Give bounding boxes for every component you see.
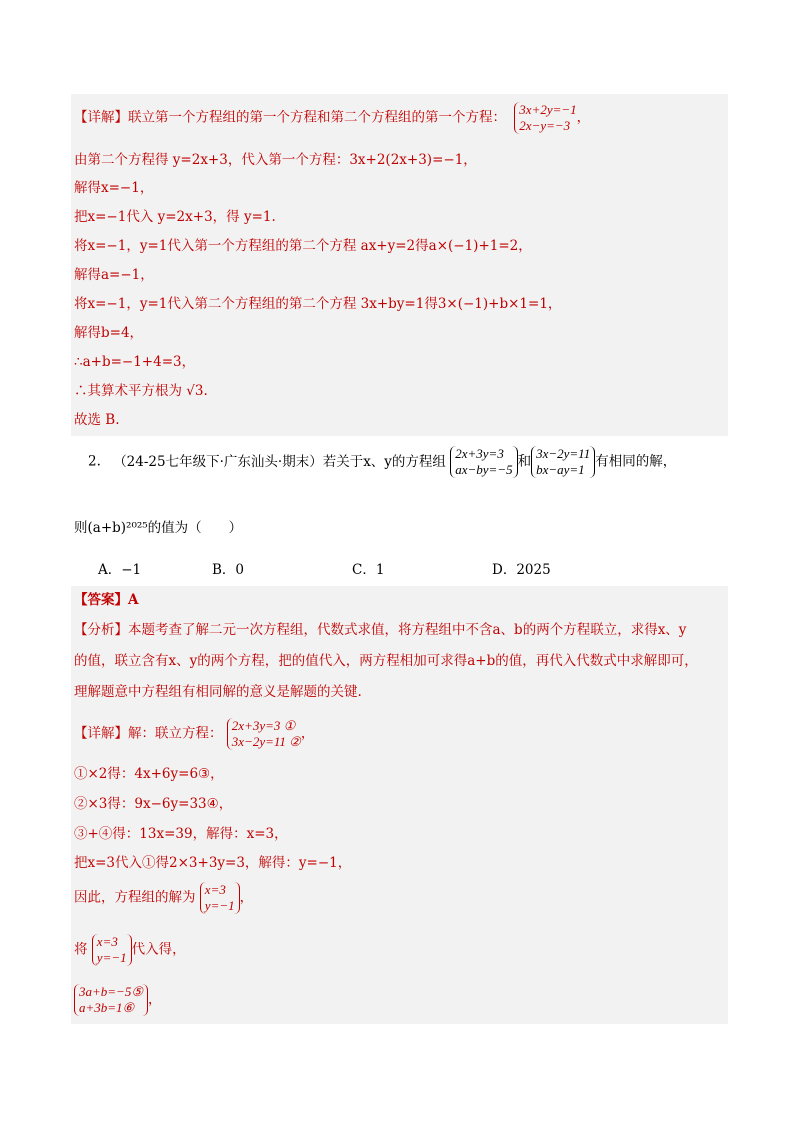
detail1-intro: 【详解】联立第一个方程组的第一个方程和第二个方程组的第一个方程： — [74, 109, 506, 126]
detail1-line-4: 将x=−1，y=1代入第一个方程组的第二个方程 ax+y=2得a×(−1)+1=2， — [74, 238, 532, 254]
question-system-2 — [531, 446, 595, 478]
analysis-line-1: 的值，联立含有x、y的两个方程，把的值代入，两方程相加可求得a+b的值，再代入代数式中求解即可， — [74, 653, 698, 669]
detail1-line-10: 故选 B. — [74, 412, 120, 428]
detail1-line-6: 将x=−1，y=1代入第二个方程组的第二个方程 3x+by=1得3×(−1)+b×1=1， — [74, 296, 562, 312]
q-sys2-eq1: 3x−2y=11 — [536, 446, 591, 461]
solution-line: 因此，方程组的解为 x=3 y=−1 ， — [74, 882, 254, 913]
analysis-line-0: 【分析】本题考查了解二元一次方程组，代数式求值，将方程组中不含a、b的两个方程联立，求得x、y — [74, 622, 687, 638]
sub-suffix: 代入得， — [131, 941, 186, 958]
question-number: 2. — [88, 453, 101, 470]
step-2: ③+④得：13x=39，解得：x=3， — [74, 826, 288, 842]
sub-prefix: 将 — [74, 941, 88, 958]
question-line-1 — [88, 446, 676, 478]
step-0: ①×2得：4x+6y=6③， — [74, 766, 224, 782]
detail1-line-0: 【详解】联立第一个方程组的第一个方程和第二个方程组的第一个方程： 3x+2y=−1 2x−y=−3 ， — [74, 102, 591, 133]
option-d[interactable]: D．2025 — [492, 562, 551, 578]
final-eq1: 3a+b=−5⑤ — [79, 984, 143, 999]
detail1-eq-2: 2x−y=−3 — [519, 118, 571, 133]
q-sys1-eq2: ax−by=−5 — [455, 462, 513, 477]
sol-eq2: y=−1 — [204, 898, 235, 913]
detail2-eq2: 3x−2y=11 ② — [231, 734, 301, 749]
detail1-eq-1: 3x+2y=−1 — [519, 102, 577, 117]
detail1-line-8: ∴a+b=−1+4=3， — [74, 354, 196, 370]
option-c[interactable]: C．1 — [352, 562, 385, 578]
sol-eq1: x=3 — [204, 882, 226, 897]
sub-eq1: x=3 — [96, 934, 118, 949]
detail1-line-5: 解得a=−1， — [74, 267, 154, 283]
detail2-line: 【详解】解：联立方程： 2x+3y=3 ① 3x−2y=11 ②， — [74, 718, 315, 749]
detail1-system — [514, 102, 576, 134]
q-sys1-eq1: 2x+3y=3 — [455, 446, 504, 461]
solution-system — [200, 882, 240, 914]
final-system-line: 3a+b=−5⑤ a+3b=1⑥ ， — [74, 984, 161, 1016]
step-1: ②×3得：9x−6y=33④， — [74, 796, 233, 812]
detail1-line-1: 由第二个方程得 y=2x+3，代入第一个方程：3x+2(2x+3)=−1， — [74, 152, 477, 168]
question-source: （24-25七年级下·广东汕头·期末）若关于x、y的方程组 — [113, 453, 446, 470]
final-eq2: a+3b=1⑥ — [79, 1000, 135, 1015]
question-system-1 — [450, 446, 517, 478]
sub-eq2: y=−1 — [96, 950, 127, 965]
option-b[interactable]: B．0 — [212, 562, 245, 578]
sub-system — [92, 934, 132, 966]
solution-prefix: 因此，方程组的解为 — [74, 889, 196, 906]
question-tail: 有相同的解， — [595, 453, 677, 470]
step-3: 把x=3代入①得2×3+3y=3，解得：y=−1， — [74, 855, 352, 871]
option-a[interactable]: A．−1 — [98, 562, 142, 578]
detail2-system — [227, 718, 301, 750]
question-and: 和 — [517, 453, 532, 470]
detail1-line-3: 把x=−1代入 y=2x+3，得 y=1. — [74, 209, 276, 225]
detail1-line-7: 解得b=4， — [74, 325, 144, 341]
q-sys2-eq2: bx−ay=1 — [536, 462, 585, 477]
answer-line: 【答案】A — [74, 592, 139, 608]
final-system — [74, 984, 148, 1016]
substitute-line — [74, 934, 186, 966]
question-line-2: 则(a+b)²⁰²⁵的值为（ ） — [74, 520, 243, 536]
detail2-prefix: 【详解】解：联立方程： — [74, 725, 223, 742]
detail1-line-9: ∴其算术平方根为 √3. — [74, 383, 208, 399]
analysis-line-2: 理解题意中方程组有相同解的意义是解题的关键. — [74, 684, 362, 700]
detail2-eq1: 2x+3y=3 ① — [231, 718, 296, 733]
detail1-line-2: 解得x=−1， — [74, 180, 154, 196]
